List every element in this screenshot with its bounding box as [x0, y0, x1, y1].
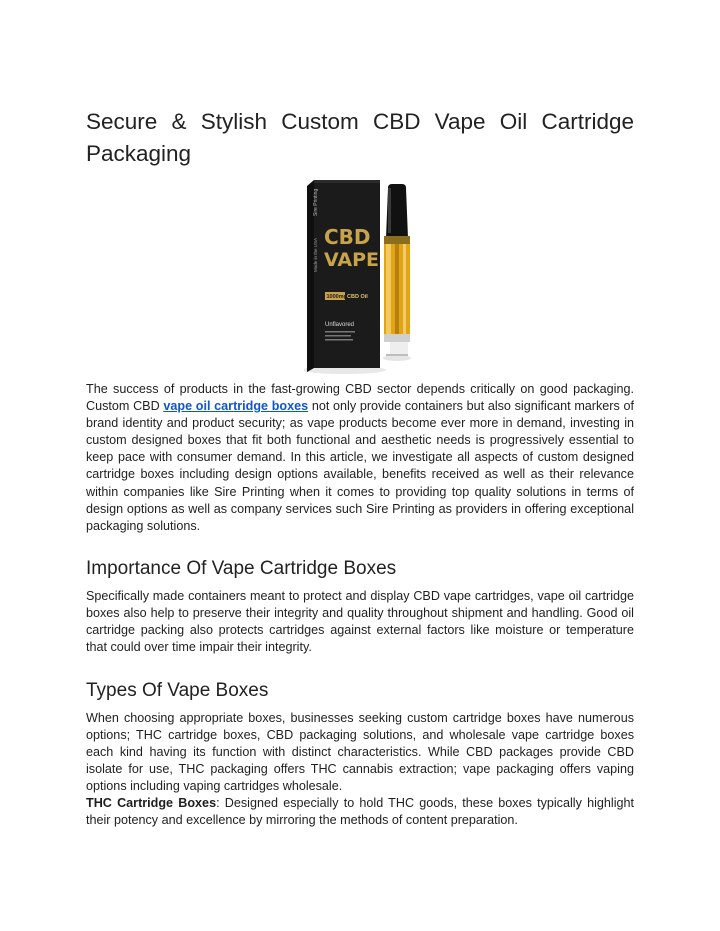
product-image: [304, 176, 419, 376]
box-strength-badge: 1000mg: [326, 294, 347, 300]
box-flavor: Unflavored: [325, 322, 355, 328]
intro-text-before-link: The success of products in the fast-growing CBD sector depends critically on good packaging. Custom CBD: [86, 382, 634, 414]
section-body-types: When choosing appropriate boxes, businesses seeking custom cartridge boxes have numerous options; THC cartridge boxes, CBD packaging solutions, and wholesale vape cartridge boxes each kind having its function with distinct characteristics. While CBD packages provide CBD isolate for use, THC packaging offers THC cannabis extraction; vape packaging offers vaping options including vaping cartridges wholesale.: [86, 711, 634, 794]
box-top-text: Sire Printing: [313, 188, 319, 216]
intro-text-after-link: not only provide containers but also significant markers of brand identity and product security; as vape products become ever more in demand, investing in custom designed boxes that fit both functional and aesthetic needs is progressively essential to keep pace with consumer demand. In this article, we investigate all aspects of custom designed cartridge boxes including design options available, benefits received as well as their relevance within companies like Sire Printing when it comes to providing top quality solutions in terms of design options as well as company services such Sire Printing as providers in offering exceptional packaging solutions.: [86, 399, 634, 533]
vape-oil-cartridge-boxes-link[interactable]: vape oil cartridge boxes: [163, 399, 309, 414]
thc-cartridge-boxes-text: : Designed especially to hold THC goods, these boxes typically highlight their potency and excellence by mirroring the methods of content preparation.: [86, 796, 634, 828]
box-brand-line1: CBD: [324, 225, 371, 249]
thc-cartridge-boxes-label: THC Cartridge Boxes: [86, 796, 217, 810]
thc-cartridge-boxes-item: [86, 795, 634, 829]
section-heading-types: Types Of Vape Boxes: [86, 680, 269, 701]
box-side-text: Made in the USA: [313, 237, 318, 272]
box-strength-label: CBD Oil: [347, 294, 368, 300]
section-heading-importance: Importance Of Vape Cartridge Boxes: [86, 558, 397, 579]
page-title: Secure & Stylish Custom CBD Vape Oil Cartridge Packaging: [86, 109, 634, 166]
intro-paragraph: [86, 381, 634, 535]
section-body-importance: Specifically made containers meant to protect and display CBD vape cartridges, vape oil cartridge boxes also help to preserve their integrity and quality throughout shipment and handling. Good oil cartridge packing also protects cartridges against external factors like moisture or temperature that could over time impair their integrity.: [86, 589, 634, 655]
cbd-vape-box-and-cartridge-illustration: [304, 176, 419, 376]
box-brand-line2: VAPE: [324, 249, 380, 271]
